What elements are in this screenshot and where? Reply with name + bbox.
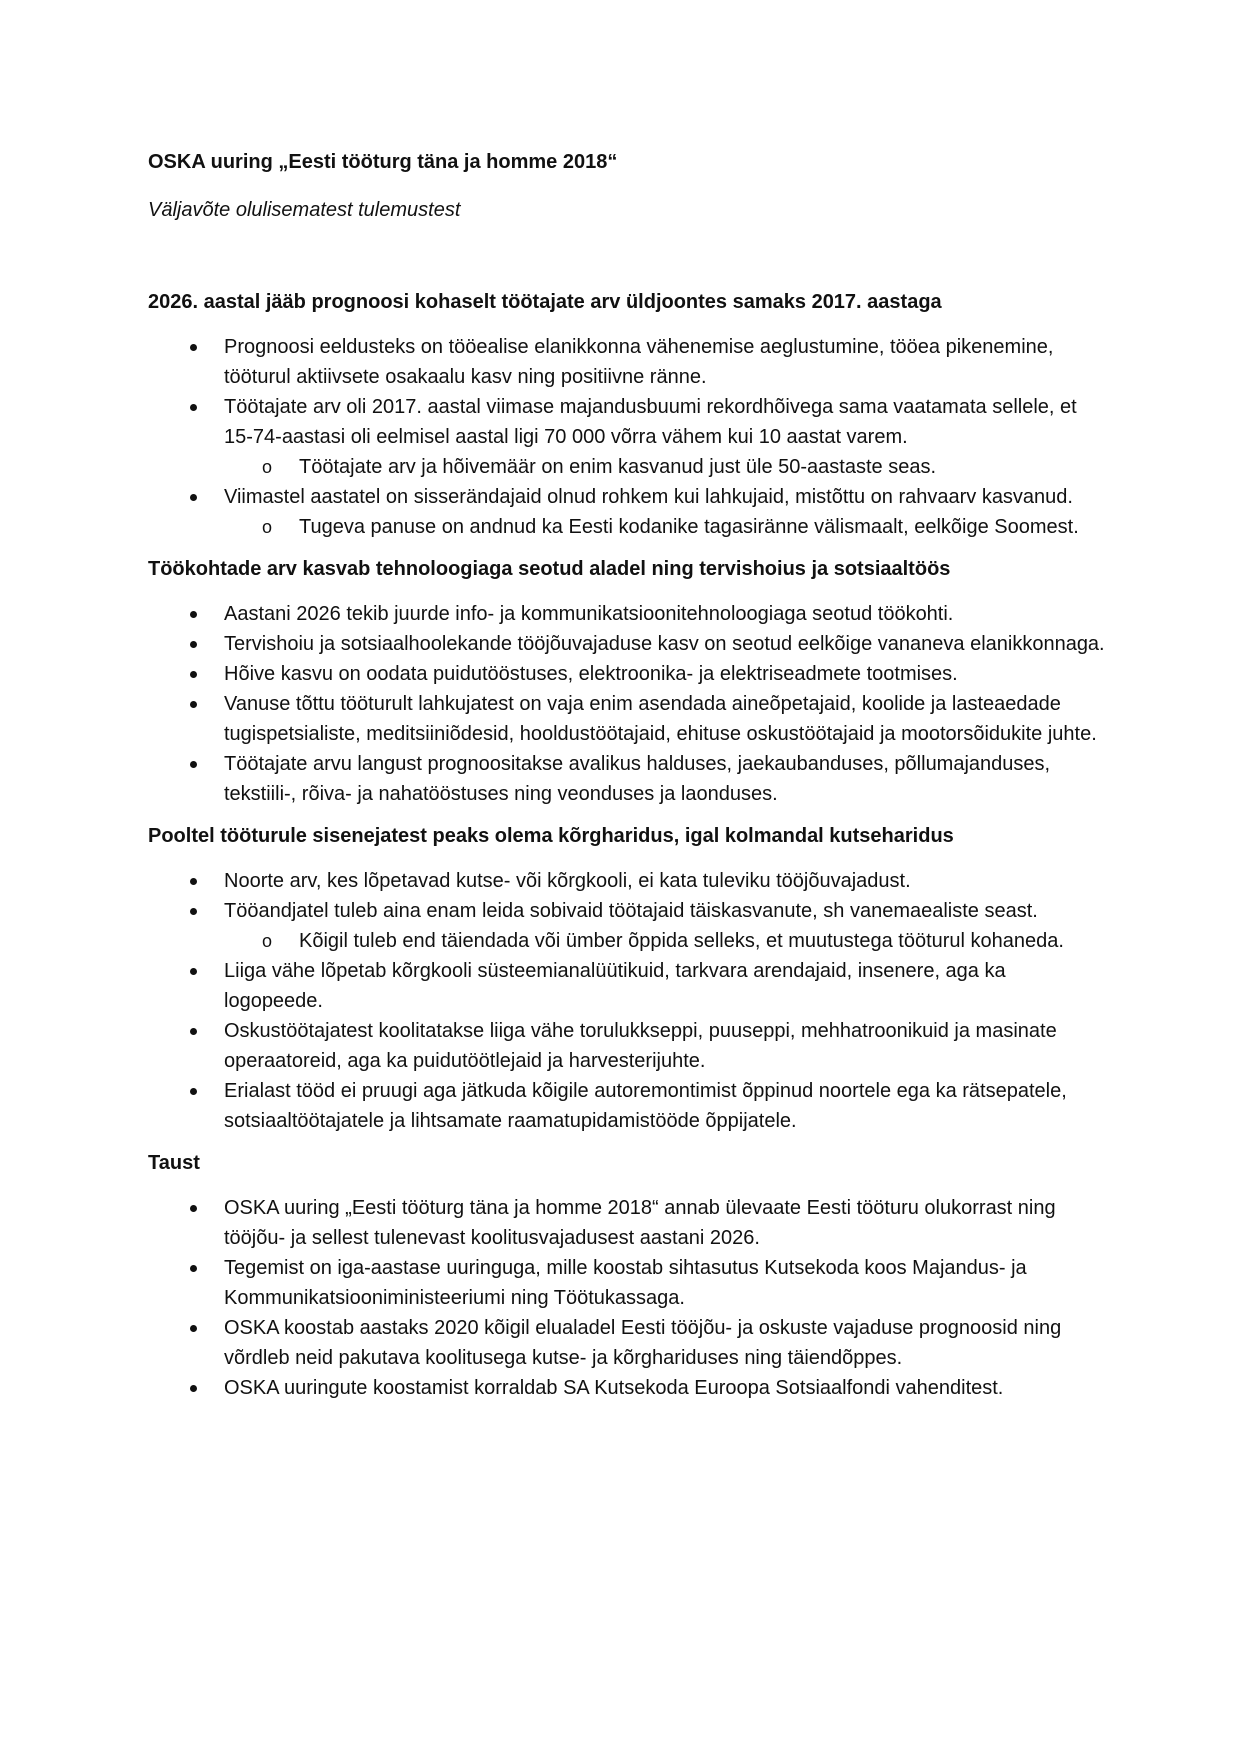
list-item-text: Viimastel aastatel on sisserändajaid olnud rohkem kui lahkujaid, mistõttu on rahvaarv kasvanud. xyxy=(224,486,1073,508)
circle-bullet-icon: o xyxy=(262,931,273,951)
list-item xyxy=(224,599,1108,629)
bullet-list xyxy=(148,866,1108,1136)
document-title: OSKA uuring „Eesti tööturg täna ja homme 2018“ xyxy=(148,151,618,173)
bullet-list xyxy=(148,332,1108,542)
bullet-dot-icon xyxy=(190,344,197,351)
list-item xyxy=(224,1016,1108,1076)
bullet-list xyxy=(148,599,1108,809)
bullet-list xyxy=(148,1193,1108,1403)
list-item xyxy=(224,659,1108,689)
bullet-dot-icon xyxy=(190,404,197,411)
list-item-text: OSKA uuring „Eesti tööturg täna ja homme 2018“ annab ülevaate Eesti tööturu olukorrast ning tööjõu- ja sellest tulenevast koolitusvajadusest aastani 2026. xyxy=(224,1197,1056,1249)
list-item-text: Töötajate arvu langust prognoositakse avalikus halduses, jaekaubanduses, põllumajanduses, tekstiili-, rõiva- ja nahatööstuses ning veonduses ja laonduses. xyxy=(224,753,1051,805)
list-item xyxy=(224,629,1108,659)
list-item-text: Oskustöötajatest koolitatakse liiga vähe torulukkseppi, puuseppi, mehhatroonikuid ja masinate operaatoreid, aga ka puidutöötlejaid ja harvesterijuhte. xyxy=(224,1020,1057,1072)
sub-list-item-text: Tugeva panuse on andnud ka Eesti kodanike tagasiränne välismaalt, eelkõige Soomest. xyxy=(299,516,1079,538)
bullet-dot-icon xyxy=(190,1265,197,1272)
list-item-text: Erialast tööd ei pruugi aga jätkuda kõigile autoremontimist õppinud noortele ega ka rätsepatele, sotsiaaltöötajatele ja lihtsamate raamatupidamistööde õppijatele. xyxy=(224,1080,1067,1132)
bullet-dot-icon xyxy=(190,968,197,975)
sub-list xyxy=(224,926,1108,956)
circle-bullet-icon: o xyxy=(262,517,273,537)
bullet-dot-icon xyxy=(190,671,197,678)
bullet-dot-icon xyxy=(190,701,197,708)
list-item-text: Hõive kasvu on oodata puidutööstuses, elektroonika- ja elektriseadmete tootmises. xyxy=(224,663,958,685)
bullet-dot-icon xyxy=(190,1028,197,1035)
document-subtitle: Väljavõte olulisematest tulemustest xyxy=(148,199,461,221)
bullet-dot-icon xyxy=(190,1088,197,1095)
bullet-dot-icon xyxy=(190,878,197,885)
list-item-text: Liiga vähe lõpetab kõrgkooli süsteemianalüütikuid, tarkvara arendajaid, insenere, aga ka logopeede. xyxy=(224,960,1006,1012)
section-heading: Pooltel tööturule sisenejatest peaks olema kõrgharidus, igal kolmandal kutseharidus xyxy=(148,825,954,847)
sub-list-item xyxy=(262,452,1108,482)
section-heading: Taust xyxy=(148,1152,200,1174)
list-item-text: Aastani 2026 tekib juurde info- ja kommunikatsioonitehnoloogiaga seotud töökohti. xyxy=(224,603,954,625)
list-item xyxy=(224,866,1108,896)
sub-list-item-text: Töötajate arv ja hõivemäär on enim kasvanud just üle 50-aastaste seas. xyxy=(299,456,937,478)
bullet-dot-icon xyxy=(190,1205,197,1212)
list-item-text: Noorte arv, kes lõpetavad kutse- või kõrgkooli, ei kata tuleviku tööjõuvajadust. xyxy=(224,870,911,892)
list-item xyxy=(224,749,1108,809)
list-item-text: Prognoosi eeldusteks on tööealise elanikkonna vähenemise aeglustumine, tööea pikenemine, tööturul aktiivsete osakaalu kasv ning positiivne ränne. xyxy=(224,336,1054,388)
list-item-text: Vanuse tõttu tööturult lahkujatest on vaja enim asendada aineõpetajaid, koolide ja lasteaedade tugispetsialiste, meditsiiniõdesid, hooldustöötajaid, ehituse oskustöötajaid ja mootorsõidukite juhte. xyxy=(224,693,1097,745)
sub-list xyxy=(224,452,1108,482)
section-heading: 2026. aastal jääb prognoosi kohaselt töötajate arv üldjoontes samaks 2017. aastaga xyxy=(148,291,942,313)
bullet-dot-icon xyxy=(190,494,197,501)
sub-list-item xyxy=(262,512,1108,542)
bullet-dot-icon xyxy=(190,641,197,648)
bullet-dot-icon xyxy=(190,1385,197,1392)
document-body xyxy=(148,287,1108,1415)
list-item-text: Tööandjatel tuleb aina enam leida sobivaid töötajaid täiskasvanute, sh vanemaealiste seast. xyxy=(224,900,1038,922)
list-item xyxy=(224,392,1108,482)
list-item xyxy=(224,1076,1108,1136)
list-item xyxy=(224,896,1108,956)
sub-list-item-text: Kõigil tuleb end täiendada või ümber õppida selleks, et muutustega tööturul kohaneda. xyxy=(299,930,1064,952)
list-item xyxy=(224,1253,1108,1313)
bullet-dot-icon xyxy=(190,611,197,618)
bullet-dot-icon xyxy=(190,1325,197,1332)
list-item xyxy=(224,956,1108,1016)
list-item-text: Tervishoiu ja sotsiaalhoolekande tööjõuvajaduse kasv on seotud eelkõige vananeva elanikkonnaga. xyxy=(224,633,1105,655)
list-item xyxy=(224,1373,1108,1403)
list-item xyxy=(224,1193,1108,1253)
sub-list-item xyxy=(262,926,1108,956)
list-item xyxy=(224,1313,1108,1373)
list-item xyxy=(224,482,1108,542)
list-item-text: OSKA koostab aastaks 2020 kõigil elualadel Eesti tööjõu- ja oskuste vajaduse prognoosid ning võrdleb neid pakutava koolitusega kutse- ja kõrghariduses ning täiendõppes. xyxy=(224,1317,1062,1369)
circle-bullet-icon: o xyxy=(262,457,273,477)
list-item xyxy=(224,689,1108,749)
bullet-dot-icon xyxy=(190,908,197,915)
list-item xyxy=(224,332,1108,392)
list-item-text: Tegemist on iga-aastase uuringuga, mille koostab sihtasutus Kutsekoda koos Majandus- ja Kommunikatsiooniministeeriumi ning Töötukassaga. xyxy=(224,1257,1027,1309)
list-item-text: OSKA uuringute koostamist korraldab SA Kutsekoda Euroopa Sotsiaalfondi vahenditest. xyxy=(224,1377,1004,1399)
list-item-text: Töötajate arv oli 2017. aastal viimase majandusbuumi rekordhõivega sama vaatamata sellele, et 15-74-aastasi oli eelmisel aastal ligi 70 000 võrra vähem kui 10 aastat varem. xyxy=(224,396,1077,448)
sub-list xyxy=(224,512,1108,542)
section-heading: Töökohtade arv kasvab tehnoloogiaga seotud aladel ning tervishoius ja sotsiaaltöös xyxy=(148,558,951,580)
bullet-dot-icon xyxy=(190,761,197,768)
